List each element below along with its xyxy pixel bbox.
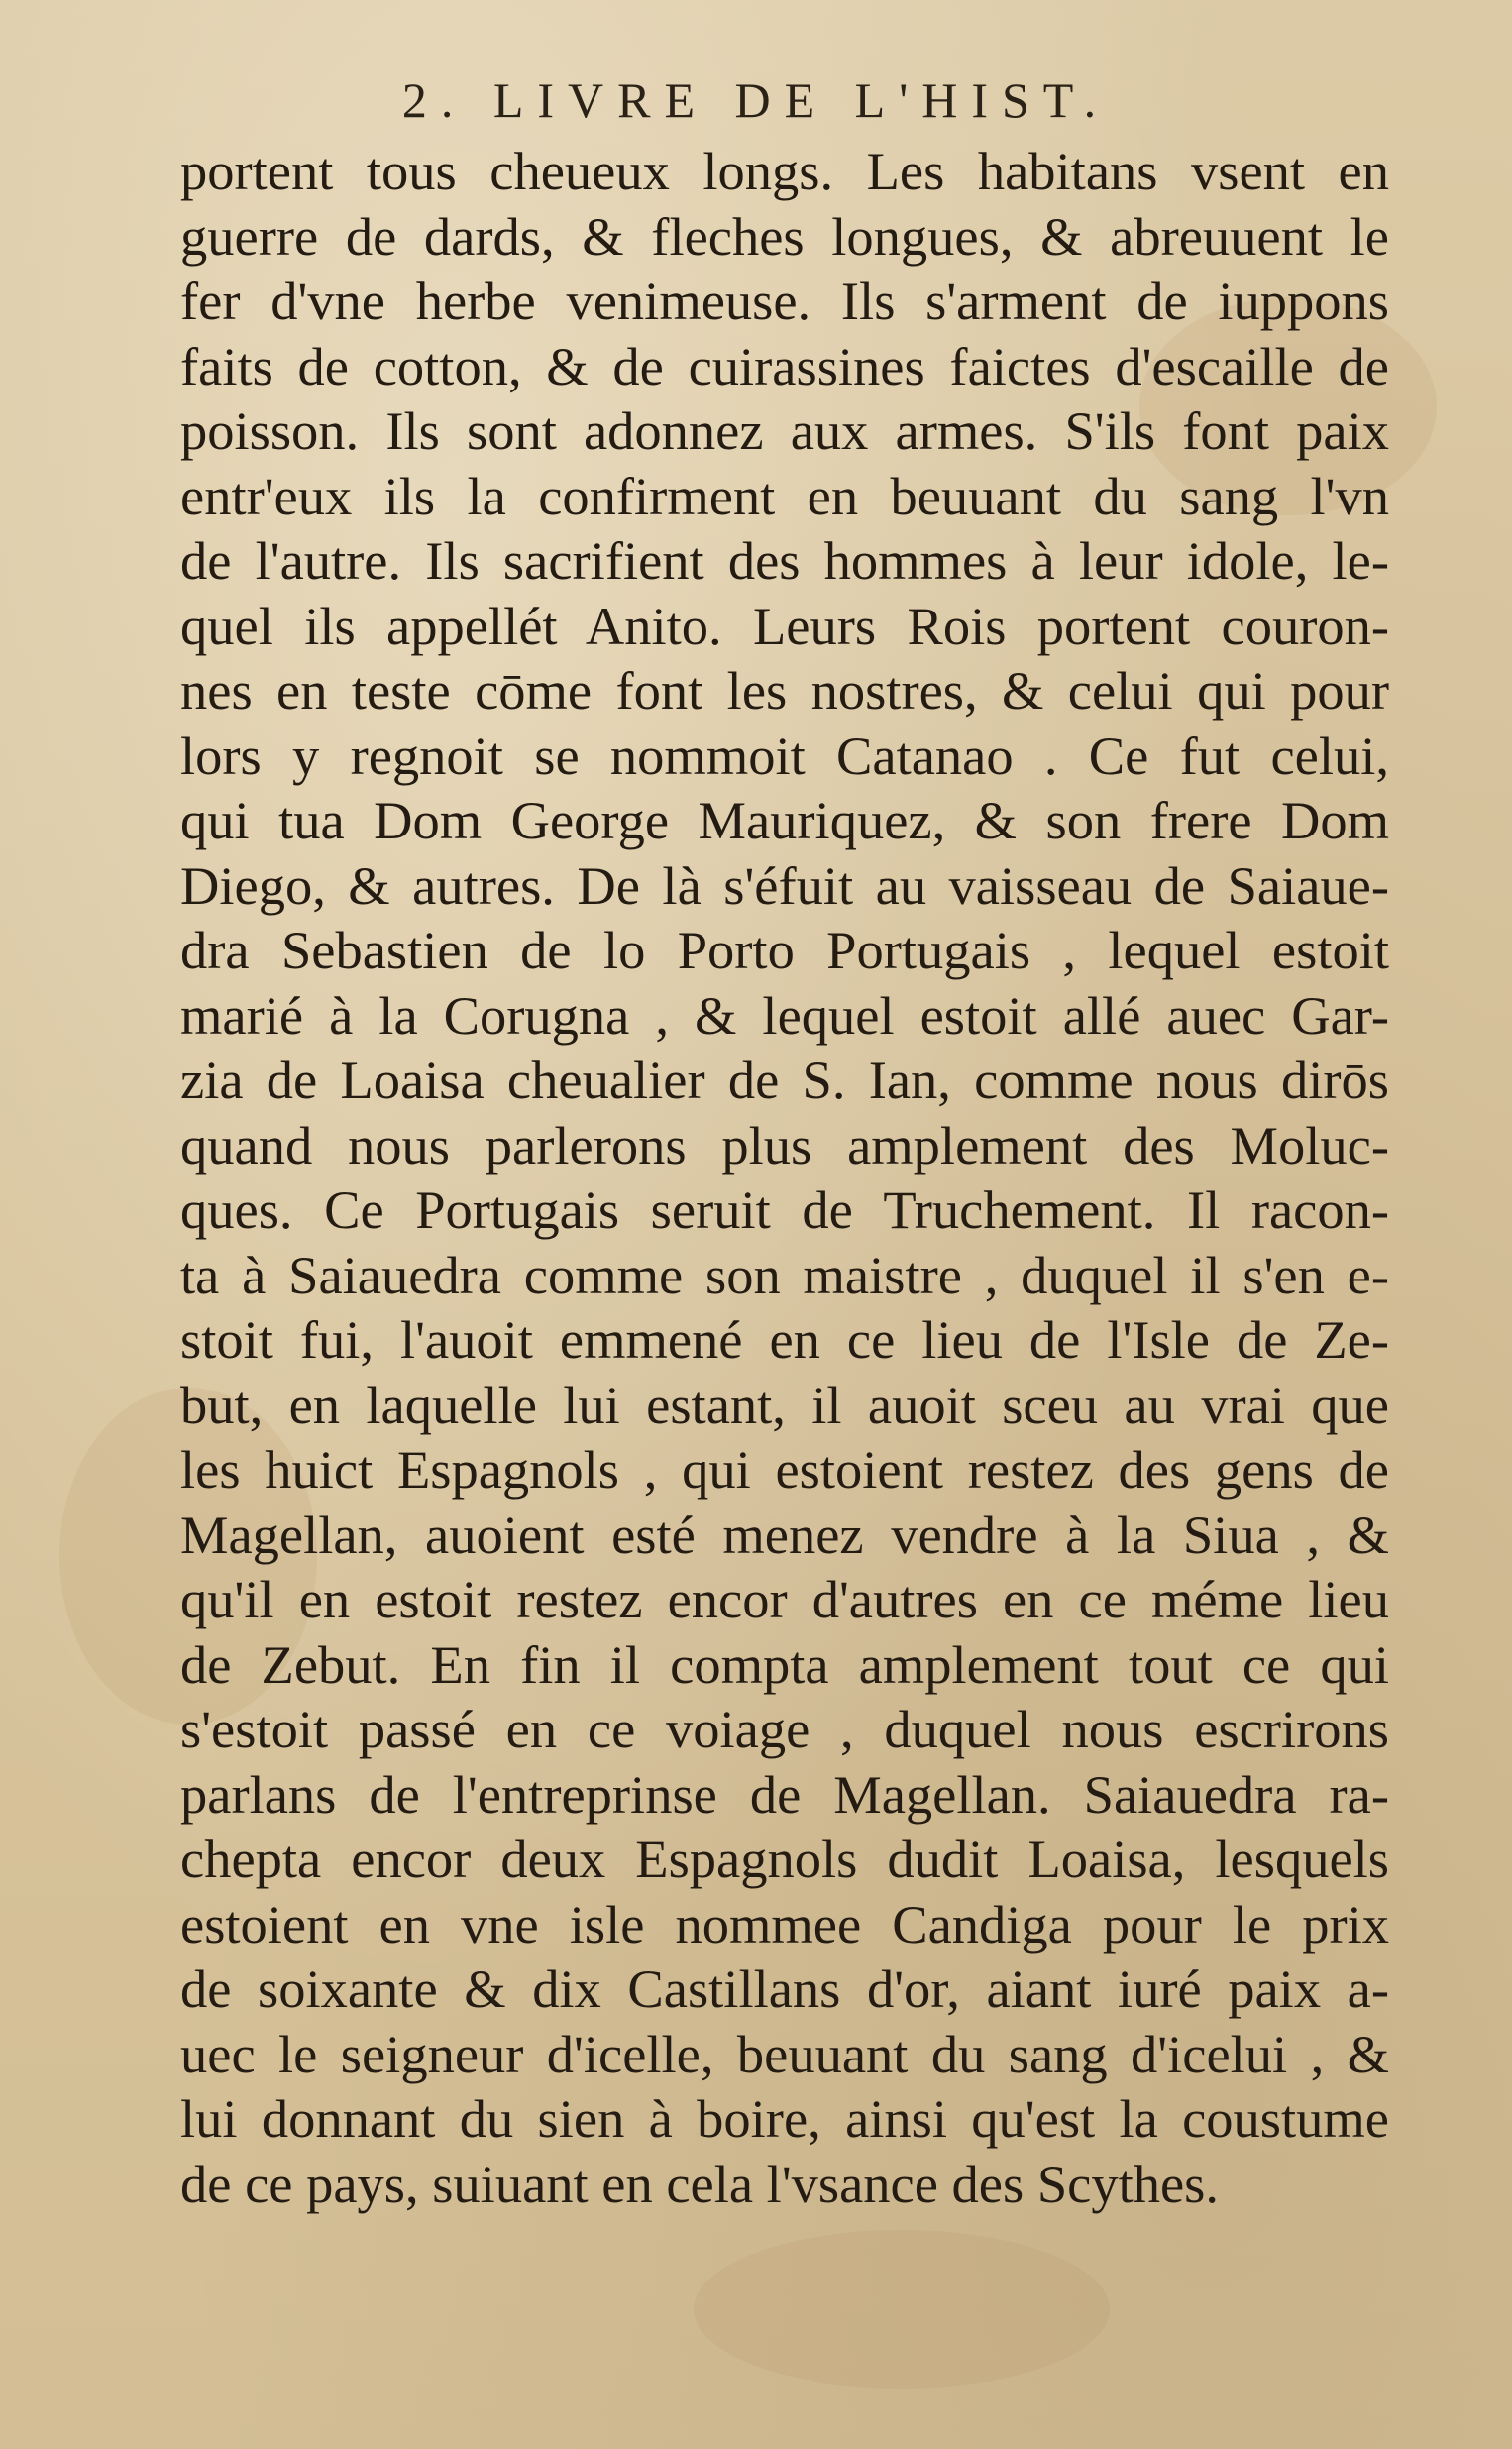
text-line: les huict Espagnols , qui estoient restez des gens de	[180, 1439, 1389, 1500]
text-line: de ce pays, suiuant en cela l'vsance des Scythes.	[180, 2153, 1219, 2214]
text-line: quel ils appellét Anito. Leurs Rois portent couron-	[180, 595, 1389, 656]
paper-stain	[694, 2230, 1110, 2389]
text-line: stoit fui, l'auoit emmené en ce lieu de l'Isle de Ze-	[180, 1309, 1389, 1370]
text-line: de Zebut. En fin il compta amplement tout ce qui	[180, 1633, 1389, 1695]
text-line: lui donnant du sien à boire, ainsi qu'est la coustume	[180, 2088, 1389, 2149]
text-line: poisson. Ils sont adonnez aux armes. S'ils font paix	[180, 400, 1389, 461]
text-line: quand nous parlerons plus amplement des Moluc-	[180, 1114, 1389, 1175]
text-line: chepta encor deux Espagnols dudit Loaisa, lesquels	[180, 1829, 1389, 1889]
text-line: ques. Ce Portugais seruit de Truchement. Il racon-	[180, 1179, 1389, 1240]
text-line: uec le seigneur d'icelle, beuuant du sang d'icelui , &	[180, 2023, 1389, 2084]
text-line: guerre de dards, & fleches longues, & abreuuent le	[180, 205, 1389, 267]
text-line: entr'eux ils la confirment en beuuant du sang l'vn	[180, 465, 1389, 526]
text-line: dra Sebastien de lo Porto Portugais , lequel estoit	[180, 920, 1389, 980]
text-line: marié à la Corugna , & lequel estoit allé auec Gar-	[180, 984, 1389, 1046]
body-text	[180, 139, 1389, 2216]
text-line: s'estoit passé en ce voiage , duquel nous escrirons	[180, 1699, 1389, 1759]
text-line: qui tua Dom George Mauriquez, & son frere Dom	[180, 790, 1389, 850]
text-line: de l'autre. Ils sacrifient des hommes à leur idole, le-	[180, 530, 1389, 591]
text-line: ta à Saiauedra comme son maistre , duquel il s'en e-	[180, 1244, 1389, 1305]
running-title: 2. LIVRE DE L'HIST.	[401, 72, 1111, 128]
text-line: but, en laquelle lui estant, il auoit sceu au vrai que	[180, 1374, 1389, 1435]
text-line: Diego, & autres. De là s'éfuit au vaisseau de Saiaue-	[180, 854, 1389, 916]
text-line: portent tous cheueux longs. Les habitans vsent en	[180, 141, 1389, 201]
text-line: zia de Loaisa cheualier de S. Ian, comme nous dirōs	[180, 1050, 1389, 1110]
text-line: nes en teste cōme font les nostres, & celui qui pour	[180, 660, 1389, 721]
text-line: faits de cotton, & de cuirassines faictes d'escaille de	[180, 335, 1389, 396]
text-line: lors y regnoit se nommoit Catanao . Ce fut celui,	[180, 724, 1389, 786]
text-line: parlans de l'entreprinse de Magellan. Saiauedra ra-	[180, 1763, 1389, 1825]
text-line: fer d'vne herbe venimeuse. Ils s'arment de iuppons	[180, 271, 1389, 331]
text-line: de soixante & dix Castillans d'or, aiant iuré paix a-	[180, 1958, 1389, 2019]
text-line: estoient en vne isle nommee Candiga pour le prix	[180, 1893, 1389, 1954]
text-line: Magellan, auoient esté menez vendre à la Siua , &	[180, 1503, 1389, 1565]
text-line: qu'il en estoit restez encor d'autres en ce méme lieu	[180, 1569, 1389, 1629]
